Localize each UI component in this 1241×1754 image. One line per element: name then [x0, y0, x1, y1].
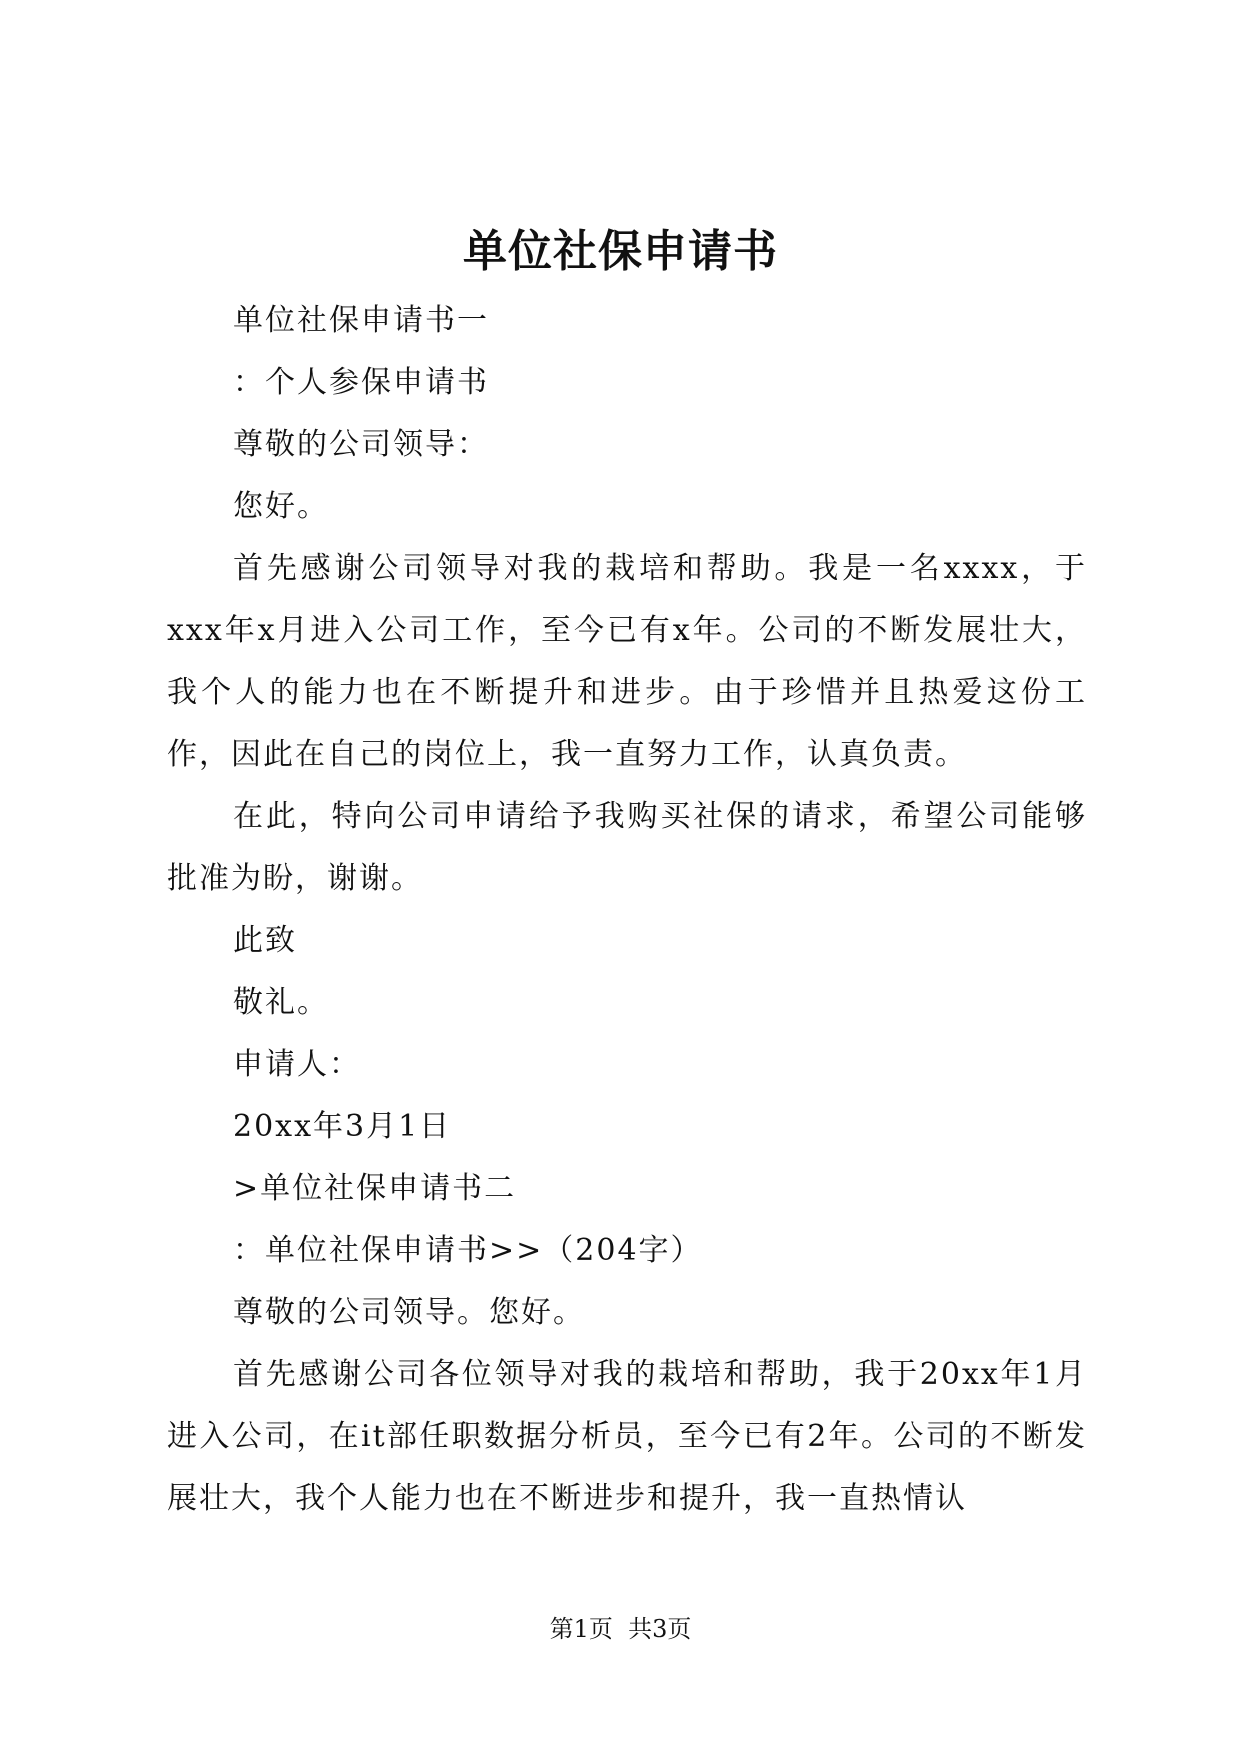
document-body [167, 290, 1087, 1530]
page-number: 第1页 [549, 1615, 613, 1643]
paragraph-subtitle-two: ：单位社保申请书>>（204字） [233, 1233, 703, 1268]
page-footer [0, 1612, 1241, 1646]
paragraph-applicant: 申请人： [233, 1047, 361, 1082]
paragraph-closing: 此致 [233, 923, 297, 958]
paragraph-body-two: 首先感谢公司各位领导对我的栽培和帮助，我于20xx年1月进入公司，在it部任职数据分析员，至今已有2年。公司的不断发展壮大，我个人能力也在不断进步和提升，我一直热情认 [167, 1357, 1087, 1516]
paragraph-date: 20xx年3月1日 [233, 1109, 452, 1144]
paragraph-heading-one: 单位社保申请书一 [233, 303, 489, 338]
paragraph-request: 在此，特向公司申请给予我购买社保的请求，希望公司能够批准为盼，谢谢。 [167, 799, 1087, 896]
document-title: 单位社保申请书 [463, 226, 778, 277]
page-total: 共3页 [628, 1615, 692, 1643]
paragraph-body-one: 首先感谢公司领导对我的栽培和帮助。我是一名xxxx，于xxx年x月进入公司工作，至今已有x年。公司的不断发展壮大，我个人的能力也在不断提升和进步。由于珍惜并且热爱这份工作，因此在自己的岗位上，我一直努力工作，认真负责。 [167, 551, 1087, 772]
paragraph-greeting: 您好。 [233, 489, 329, 524]
paragraph-subtitle-one: ：个人参保申请书 [233, 365, 489, 400]
paragraph-salutation-two: 尊敬的公司领导。您好。 [233, 1295, 585, 1330]
paragraph-heading-two: >单位社保申请书二 [233, 1171, 517, 1206]
paragraph-salutation: 尊敬的公司领导： [233, 427, 489, 462]
paragraph-regards: 敬礼。 [233, 985, 329, 1020]
